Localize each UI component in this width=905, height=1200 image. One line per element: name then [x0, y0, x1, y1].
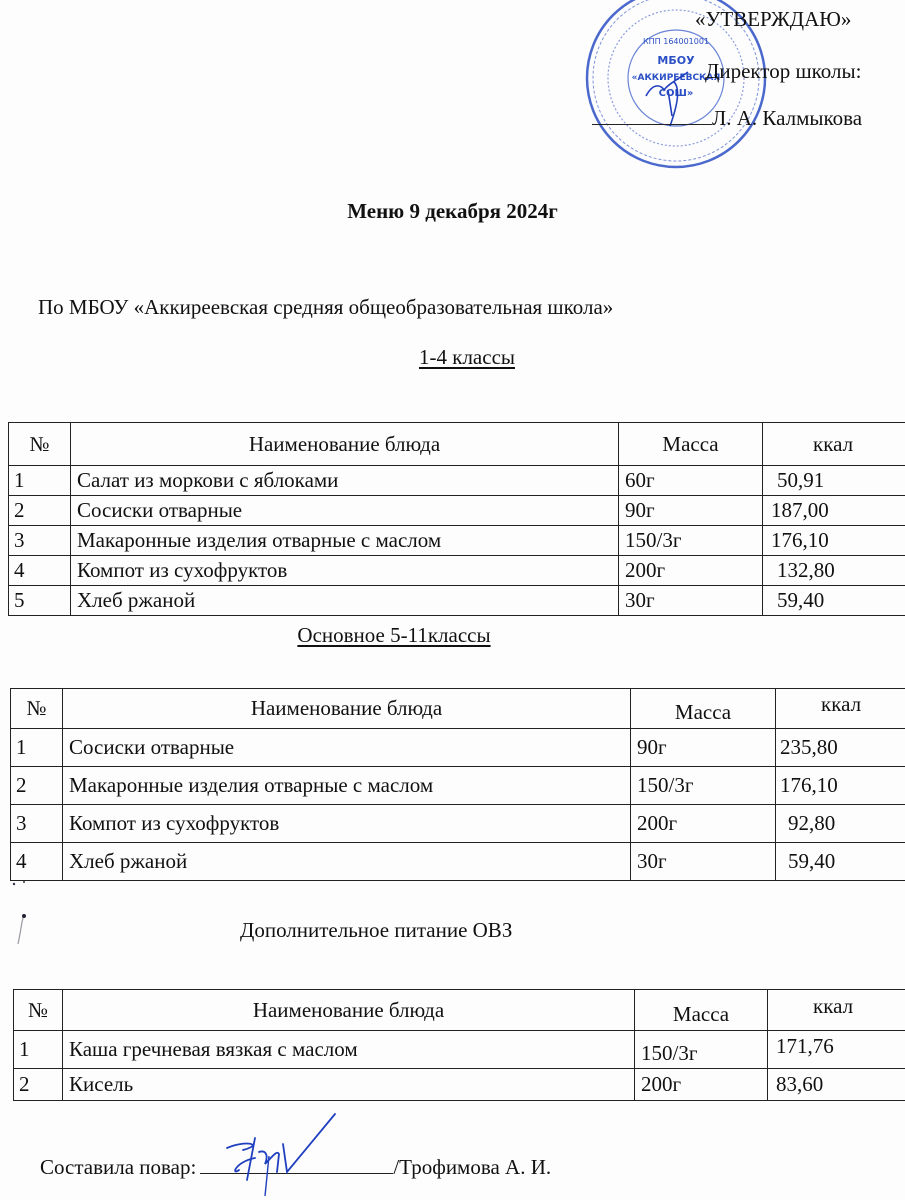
cell-num: 4 [11, 843, 63, 881]
table-row [11, 843, 905, 881]
col-mass: Масса [619, 423, 763, 466]
table-header-row [9, 423, 905, 466]
cell-name: Каша гречневая вязкая с маслом [63, 1031, 635, 1069]
cell-kcal: 50,91 [763, 466, 905, 496]
cell-name: Кисель [63, 1069, 635, 1101]
col-name: Наименование блюда [63, 990, 635, 1031]
cell-mass: 30г [631, 843, 776, 881]
stamp-kpp: КПП 164001001 [642, 37, 710, 46]
cell-mass: 30г [619, 586, 763, 616]
cell-name: Компот из сухофруктов [71, 556, 619, 586]
cell-kcal: 92,80 [776, 805, 905, 843]
cell-num: 2 [9, 496, 71, 526]
cell-kcal: 59,40 [763, 586, 905, 616]
cell-name: Сосиски отварные [71, 496, 619, 526]
col-kcal: ккал [763, 423, 905, 466]
stamp-org-name: «АККИРЕЕВСКАЯ [631, 73, 721, 83]
cell-num: 1 [14, 1031, 63, 1069]
table-row [9, 526, 905, 556]
cell-kcal: 132,80 [763, 556, 905, 586]
section-heading-ovz: Дополнительное питание ОВЗ [240, 918, 513, 942]
cell-kcal: 176,10 [763, 526, 905, 556]
footer-name: /Трофимова А. И. [393, 1155, 552, 1179]
cell-name: Хлеб ржаной [63, 843, 631, 881]
table-row [11, 767, 905, 805]
col-kcal: ккал [768, 990, 905, 1031]
approval-signature-line [592, 106, 862, 129]
cell-name: Хлеб ржаной [71, 586, 619, 616]
cell-mass: 200г [635, 1069, 768, 1101]
cell-num: 5 [9, 586, 71, 616]
approval-position: Директор школы: [705, 59, 862, 83]
section-heading-grades-1-4: 1-4 классы [419, 345, 515, 369]
approval-name: Л. А. Калмыкова [712, 106, 863, 130]
cell-mass: 60г [619, 466, 763, 496]
section-heading-grades-5-11: Основное 5-11классы [297, 623, 491, 647]
stamp-org-short: МБОУ [657, 54, 695, 67]
cell-num: 2 [11, 767, 63, 805]
menu-table-grades-1-4 [8, 422, 905, 616]
table-row [14, 1031, 905, 1069]
table-row [11, 729, 905, 767]
cell-mass: 90г [631, 729, 776, 767]
stamp-org-type: СОШ» [658, 88, 694, 99]
cell-mass: 150/3г [619, 526, 763, 556]
organization-name: По МБОУ «Аккиреевская средняя общеобразовательная школа» [38, 295, 614, 319]
col-mass: Масса [635, 990, 768, 1031]
cell-kcal: 176,10 [776, 767, 905, 805]
cell-num: 3 [9, 526, 71, 556]
cell-name: Макаронные изделия отварные с маслом [63, 767, 631, 805]
table-row [9, 496, 905, 526]
col-mass: Масса [631, 689, 776, 729]
cell-num: 3 [11, 805, 63, 843]
table-header-row [11, 689, 905, 729]
scan-ink-mark [10, 878, 40, 948]
cell-kcal: 235,80 [776, 729, 905, 767]
cell-name: Макаронные изделия отварные с маслом [71, 526, 619, 556]
col-num: № [11, 689, 63, 729]
col-name: Наименование блюда [71, 423, 619, 466]
table-header-row [14, 990, 905, 1031]
table-row [9, 586, 905, 616]
menu-table-grades-5-11 [10, 688, 905, 881]
cell-kcal: 59,40 [776, 843, 905, 881]
page-title: Меню 9 декабря 2024г [347, 199, 558, 223]
cell-name: Компот из сухофруктов [63, 805, 631, 843]
cell-mass: 90г [619, 496, 763, 526]
approval-heading: «УТВЕРЖДАЮ» [695, 7, 852, 31]
cell-num: 4 [9, 556, 71, 586]
cell-num: 1 [11, 729, 63, 767]
cell-kcal: 83,60 [768, 1069, 905, 1101]
cell-name: Салат из моркови с яблоками [71, 466, 619, 496]
cell-kcal: 171,76 [768, 1031, 905, 1069]
cell-num: 2 [14, 1069, 63, 1101]
cell-mass: 150/3г [635, 1031, 768, 1069]
table-row [14, 1069, 905, 1101]
cook-signature [225, 1110, 355, 1200]
cell-mass: 200г [619, 556, 763, 586]
cell-kcal: 187,00 [763, 496, 905, 526]
cell-num: 1 [9, 466, 71, 496]
cell-mass: 200г [631, 805, 776, 843]
col-num: № [9, 423, 71, 466]
cell-name: Сосиски отварные [63, 729, 631, 767]
col-kcal: ккал [776, 689, 905, 729]
table-row [11, 805, 905, 843]
footer-label: Составила повар: [40, 1155, 197, 1179]
col-num: № [14, 990, 63, 1031]
menu-table-ovz [13, 989, 905, 1101]
col-name: Наименование блюда [63, 689, 631, 729]
table-row [9, 556, 905, 586]
table-row [9, 466, 905, 496]
cell-mass: 150/3г [631, 767, 776, 805]
